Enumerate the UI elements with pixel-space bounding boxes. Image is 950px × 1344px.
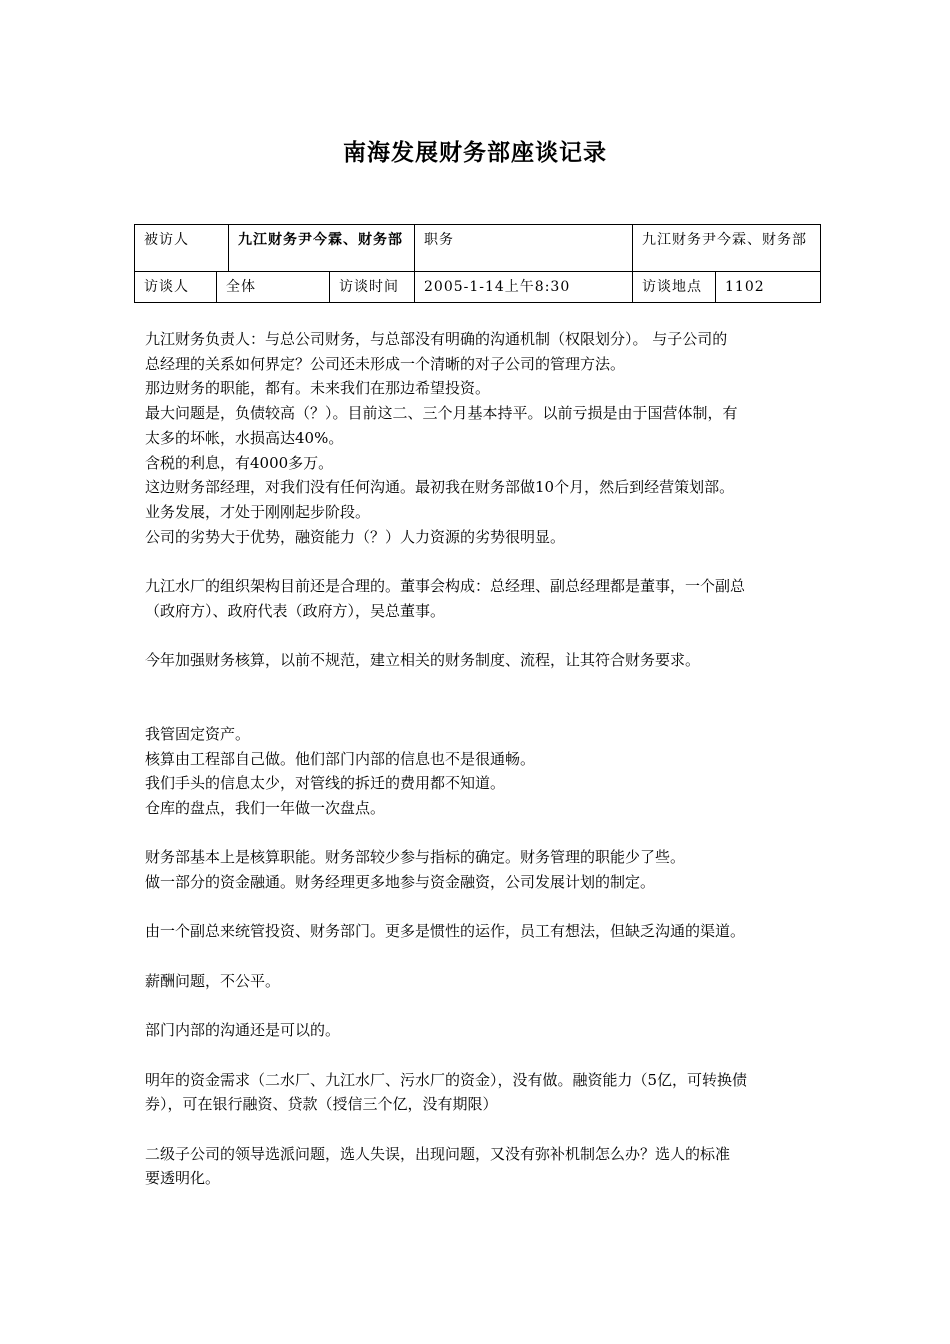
note-line: 今年加强财务核算，以前不规范，建立相关的财务制度、流程，让其符合财务要求。 — [145, 651, 701, 670]
note-paragraph — [145, 1018, 815, 1043]
interviewee-value: 九江财务尹今霖、财务部 — [229, 225, 415, 272]
note-line: 要透明化。 — [145, 1169, 221, 1188]
note-line: 九江财务负责人：与总公司财务，与总部没有明确的沟通机制（权限划分）。 与子公司的 — [145, 330, 728, 348]
note-line: 部门内部的沟通还是可以的。 — [145, 1021, 341, 1040]
note-line: 仓库的盘点，我们一年做一次盘点。 — [145, 798, 386, 817]
place-label: 访谈地点 — [633, 272, 716, 303]
position-value: 九江财务尹今霖、财务部 — [633, 225, 821, 272]
note-line: （政府方）、政府代表（政府方），吴总董事。 — [145, 601, 446, 620]
interviewer-value: 全体 — [217, 272, 330, 303]
note-paragraph — [145, 722, 815, 821]
note-line: 含税的利息，有4000多万。 — [145, 453, 334, 472]
note-paragraph — [145, 574, 815, 623]
note-line: 公司的劣势大于优势，融资能力（？）人力资源的劣势很明显。 — [145, 527, 566, 546]
info-row-interviewer — [135, 272, 821, 303]
note-line: 明年的资金需求（二水厂、九江水厂、污水厂的资金），没有做。融资能力（5亿，可转换债 — [145, 1070, 748, 1089]
note-line: 这边财务部经理，对我们没有任何沟通。最初我在财务部做10个月，然后到经营策划部。 — [145, 478, 735, 497]
document-title: 南海发展财务部座谈记录 — [343, 140, 607, 166]
note-paragraph — [145, 969, 815, 994]
note-line: 由一个副总来统管投资、财务部门。更多是惯性的运作，员工有想法，但缺乏沟通的渠道。 — [145, 922, 746, 941]
note-line: 九江水厂的组织架构目前还是合理的。董事会构成：总经理、副总经理都是董事，一个副总 — [145, 577, 746, 596]
note-line: 总经理的关系如何界定？公司还未形成一个清晰的对子公司的管理方法。 — [145, 354, 626, 373]
position-label: 职务 — [415, 225, 633, 272]
note-line: 二级子公司的领导选派问题，选人失误，出现问题，又没有弥补机制怎么办？选人的标准 — [145, 1144, 731, 1163]
note-paragraph — [145, 327, 815, 549]
note-line: 业务发展，才处于刚刚起步阶段。 — [145, 502, 371, 521]
info-row-interviewee — [135, 225, 821, 272]
interviewer-label: 访谈人 — [135, 272, 217, 303]
time-label: 访谈时间 — [330, 272, 415, 303]
time-value: 2005-1-14上午8:30 — [415, 272, 633, 303]
note-line: 那边财务的职能，都有。未来我们在那边希望投资。 — [145, 379, 491, 398]
note-paragraph — [145, 845, 815, 894]
note-line: 券），可在银行融资、贷款（授信三个亿，没有期限） — [145, 1095, 498, 1114]
place-value: 1102 — [716, 272, 821, 303]
note-paragraph — [145, 919, 815, 944]
note-line: 做一部分的资金融通。财务经理更多地参与资金融资，公司发展计划的制定。 — [145, 873, 656, 892]
note-line: 薪酬问题，不公平。 — [145, 971, 281, 990]
note-line: 财务部基本上是核算职能。财务部较少参与指标的确定。财务管理的职能少了些。 — [145, 848, 686, 867]
note-paragraph — [145, 1068, 815, 1117]
note-line: 我们手头的信息太少，对管线的拆迁的费用都不知道。 — [145, 774, 506, 793]
note-line: 最大问题是，负债较高（？）。目前这二、三个月基本持平。以前亏损是由于国营体制，有 — [145, 404, 738, 423]
note-line: 我管固定资产。 — [145, 724, 251, 743]
note-line: 太多的坏帐，水损高达40%。 — [145, 428, 344, 447]
note-paragraph — [145, 1142, 815, 1191]
note-paragraph — [145, 648, 815, 673]
interview-info-table — [134, 224, 821, 303]
interviewee-label: 被访人 — [135, 225, 229, 272]
interview-notes — [145, 327, 815, 1216]
note-line: 核算由工程部自己做。他们部门内部的信息也不是很通畅。 — [145, 749, 536, 768]
